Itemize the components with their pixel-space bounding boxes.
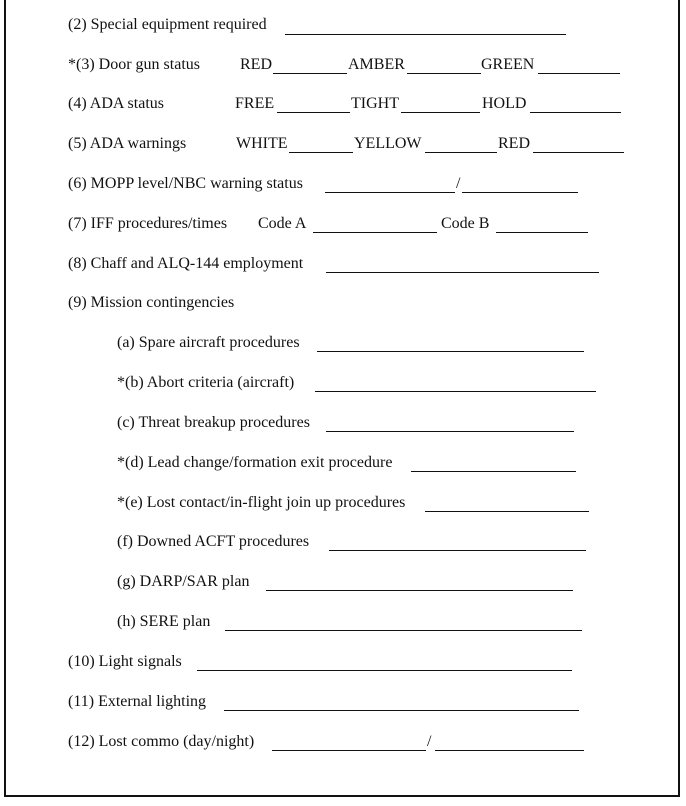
item-label: *(e) Lost contact/in-flight join up procedures	[117, 494, 406, 511]
abort-criteria-field[interactable]	[315, 377, 596, 392]
item-label: (2) Special equipment required	[68, 16, 267, 33]
item-label: (h) SERE plan	[117, 613, 211, 630]
threat-breakup-field[interactable]	[326, 417, 574, 432]
code-b-label: Code B	[441, 215, 490, 232]
lost-commo-day-field[interactable]	[272, 736, 426, 751]
option-red-label: RED	[240, 56, 272, 73]
item-label: *(d) Lead change/formation exit procedure	[117, 454, 393, 471]
option-yellow-label: YELLOW	[354, 135, 422, 152]
light-signals-field[interactable]	[197, 656, 572, 671]
ada-warning-red-field[interactable]	[533, 138, 624, 153]
mopp-level-field[interactable]	[325, 178, 455, 193]
item-label: (5) ADA warnings	[68, 135, 187, 152]
option-amber-label: AMBER	[348, 56, 405, 73]
ada-warning-white-field[interactable]	[289, 138, 353, 153]
spare-aircraft-field[interactable]	[317, 337, 584, 352]
item-label: (11) External lighting	[68, 693, 207, 710]
external-lighting-field[interactable]	[224, 696, 579, 711]
option-white-label: WHITE	[236, 135, 288, 152]
nbc-warning-field[interactable]	[462, 178, 578, 193]
option-free-label: FREE	[235, 95, 275, 112]
form-border	[4, 0, 680, 797]
ada-hold-field[interactable]	[530, 98, 621, 113]
door-gun-amber-field[interactable]	[407, 59, 481, 74]
downed-acft-field[interactable]	[329, 536, 586, 551]
item-label: (8) Chaff and ALQ-144 employment	[68, 255, 304, 272]
item-label: *(b) Abort criteria (aircraft)	[117, 374, 295, 391]
item-label: *(3) Door gun status	[68, 56, 200, 73]
separator: /	[427, 733, 432, 750]
separator: /	[456, 175, 461, 192]
item-label: (c) Threat breakup procedures	[117, 414, 310, 431]
item-label: (6) MOPP level/NBC warning status	[68, 175, 303, 192]
item-label: (12) Lost commo (day/night)	[68, 733, 255, 750]
ada-free-field[interactable]	[277, 98, 350, 113]
door-gun-red-field[interactable]	[273, 59, 347, 74]
item-label: (f) Downed ACFT procedures	[117, 533, 310, 550]
option-red-label: RED	[498, 135, 530, 152]
lead-change-field[interactable]	[411, 457, 576, 472]
code-b-field[interactable]	[496, 218, 588, 233]
special-equipment-field[interactable]	[285, 20, 566, 35]
code-a-label: Code A	[258, 215, 307, 232]
darp-sar-field[interactable]	[266, 576, 573, 591]
item-label: (9) Mission contingencies	[68, 294, 235, 311]
option-hold-label: HOLD	[482, 95, 527, 112]
code-a-field[interactable]	[313, 218, 437, 233]
door-gun-green-field[interactable]	[538, 59, 620, 74]
item-label: (7) IFF procedures/times	[68, 215, 228, 232]
item-label: (g) DARP/SAR plan	[117, 573, 250, 590]
item-label: (a) Spare aircraft procedures	[117, 334, 300, 351]
lost-commo-night-field[interactable]	[435, 736, 584, 751]
option-green-label: GREEN	[481, 56, 535, 73]
ada-warning-yellow-field[interactable]	[425, 138, 497, 153]
item-label: (10) Light signals	[68, 653, 182, 670]
option-tight-label: TIGHT	[351, 95, 399, 112]
item-label: (4) ADA status	[68, 95, 164, 112]
sere-plan-field[interactable]	[225, 616, 582, 631]
chaff-field[interactable]	[326, 258, 599, 273]
ada-tight-field[interactable]	[401, 98, 480, 113]
lost-contact-field[interactable]	[425, 497, 589, 512]
